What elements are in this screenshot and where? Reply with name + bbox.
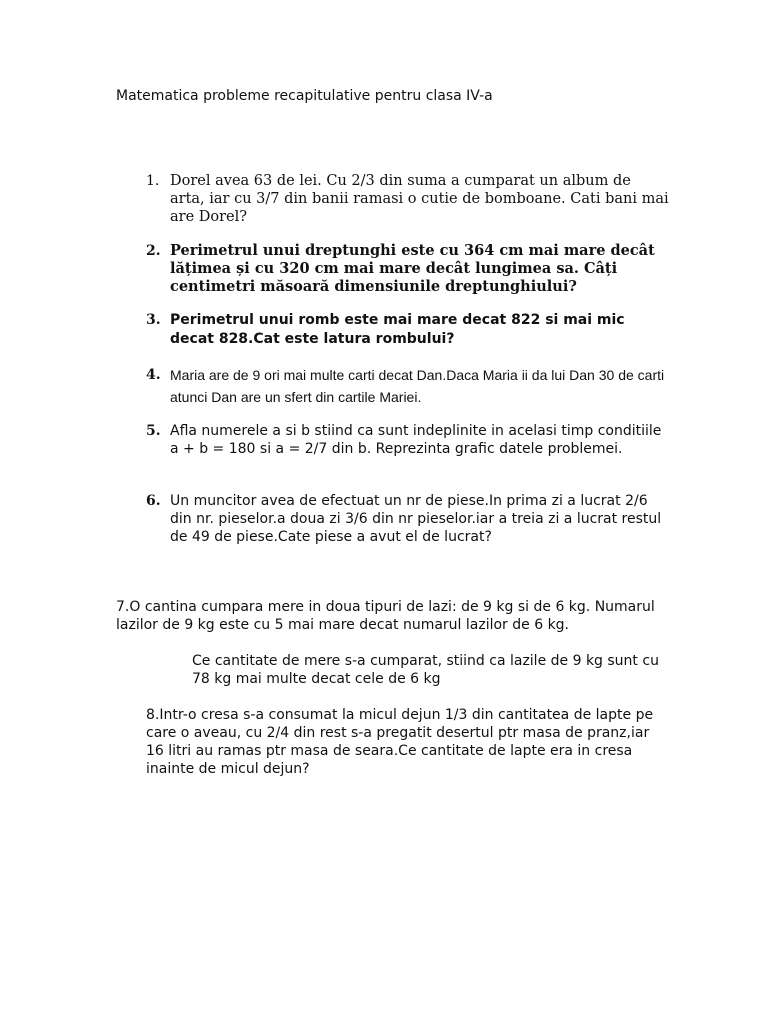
problem-number: 2. — [146, 243, 161, 259]
problem-text: Dorel avea 63 de lei. Cu 2/3 din suma a cumparat un album de arta, iar cu 3/7 din banii ramasi o cutie de bomboane. Cati bani mai are Dorel? — [170, 173, 669, 225]
problem-text: Perimetrul unui dreptunghi este cu 364 cm mai mare decât lățimea și cu 320 cm mai mare decât lungimea sa. Câți centimetri măsoară dimensiunile dreptunghiului? — [170, 242, 655, 295]
problem-7-text: 7.O cantina cumpara mere in doua tipuri de lazi: de 9 kg si de 6 kg. Numarul lazilor de 9 kg este cu 5 mai mare decat numarul lazilor de 6 kg. — [116, 599, 655, 633]
problem-7-question: Ce cantitate de mere s-a cumparat, stiind ca lazile de 9 kg sunt cu 78 kg mai multe decat cele de 6 kg — [192, 653, 659, 687]
problem-8-text: 8.Intr-o cresa s-a consumat la micul dejun 1/3 din cantitatea de lapte pe care o aveau, cu 2/4 din rest s-a pregatit desertul ptr masa de pranz,iar 16 litri au ramas ptr masa de seara.Ce cantitate de lapte era in cresa inainte de micul dejun? — [146, 707, 654, 777]
problem-text: Un muncitor avea de efectuat un nr de piese.In prima zi a lucrat 2/6 din nr. pieselor.a doua zi 3/6 din nr pieselor.iar a treia zi a lucrat restul de 49 de piese.Cate piese a avut el de lucrat? — [170, 493, 662, 545]
problem-number: 3. — [146, 312, 161, 328]
document-title: Matematica probleme recapitulative pentru clasa IV-a — [116, 88, 493, 104]
problem-number: 5. — [146, 423, 161, 439]
problem-text: Afla numerele a si b stiind ca sunt indeplinite in acelasi timp conditiile a + b = 180 si a = 2/7 din b. Reprezinta grafic datele problemei. — [170, 423, 662, 457]
problem-number: 1. — [146, 173, 160, 189]
problem-number: 4. — [146, 367, 161, 383]
problem-text: Maria are de 9 ori mai multe carti decat Dan.Daca Maria ii da lui Dan 30 de carti atunci Dan are un sfert din cartile Mariei. — [170, 367, 665, 405]
problem-number: 6. — [146, 493, 161, 509]
problem-text: Perimetrul unui romb este mai mare decat 822 si mai mic decat 828.Cat este latura rombului? — [170, 312, 625, 347]
